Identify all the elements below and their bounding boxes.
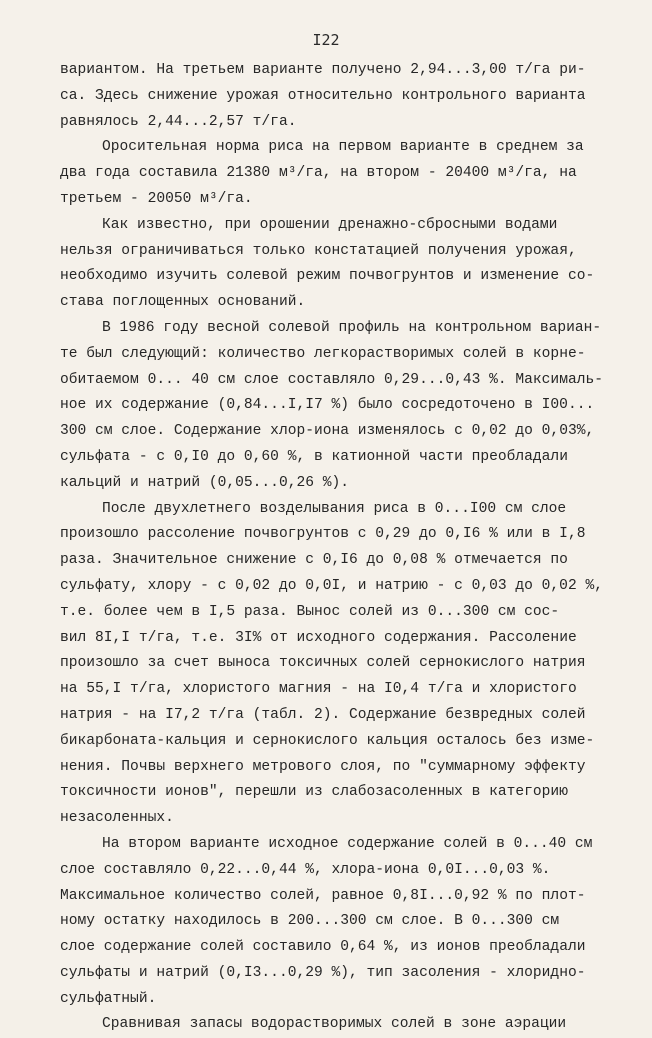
text-line: те был следующий: количество легкорастворимых солей в корне- <box>60 345 586 362</box>
text-line: сульфаты и натрий (0,I3...0,29 %), тип засоления - хлоридно- <box>60 964 586 981</box>
text-line: Максимальное количество солей, равное 0,8I...0,92 % по плот- <box>60 887 586 904</box>
text-line: два года составила 21380 м³/га, на втором - 20400 м³/га, на <box>60 165 577 182</box>
text-line: Сравнивая запасы водорастворимых солей в зоне аэрации <box>102 1016 567 1033</box>
text-line: В 1986 году весной солевой профиль на контрольном вариан- <box>102 319 602 336</box>
text-line: ное их содержание (0,84...I,I7 %) было сосредоточено в I00... <box>60 397 595 414</box>
text-line: сульфата - с 0,I0 до 0,60 %, в катионной части преобладали <box>60 448 568 465</box>
text-line: необходимо изучить солевой режим почвогрунтов и изменение со- <box>60 268 595 285</box>
text-line: слое содержание солей составило 0,64 %, из ионов преобладали <box>60 939 586 956</box>
text-line: т.е. более чем в I,5 раза. Вынос солей из 0...300 см сос- <box>60 603 560 620</box>
text-line: произошло рассоление почвогрунтов с 0,29 до 0,I6 % или в I,8 <box>60 526 586 543</box>
text-line: бикарбоната-кальция и сернокислого кальция осталось без изме- <box>60 732 595 749</box>
body-text <box>60 58 620 1038</box>
paragraph <box>60 213 620 316</box>
paragraph <box>60 1012 620 1038</box>
paragraph <box>60 316 620 497</box>
text-line: Как известно, при орошении дренажно-сбросными водами <box>102 216 558 233</box>
text-line: нения. Почвы верхнего метрового слоя, по "суммарному эффекту <box>60 758 586 775</box>
text-line: нельзя ограничиваться только констатацией получения урожая, <box>60 242 577 259</box>
paragraph <box>60 832 620 1013</box>
text-line: слое составляло 0,22...0,44 %, хлора-иона 0,0I...0,03 %. <box>60 861 551 878</box>
paragraph <box>60 135 620 212</box>
text-line: на 55,I т/га, хлористого магния - на I0,4 т/га и хлористого <box>60 681 577 698</box>
text-line: кальций и натрий (0,05...0,26 %). <box>60 474 350 491</box>
text-line: Оросительная норма риса на первом варианте в среднем за <box>102 139 584 156</box>
text-line: После двухлетнего возделывания риса в 0...I00 см слое <box>102 500 567 517</box>
text-line: са. Здесь снижение урожая относительно контрольного варианта <box>60 87 586 104</box>
text-line: равнялось 2,44...2,57 т/га. <box>60 113 297 130</box>
text-line: вариантом. На третьем варианте получено 2,94...3,00 т/га ри- <box>60 62 586 78</box>
text-line: 300 см слое. Содержание хлор-иона изменялось с 0,02 до 0,03%, <box>60 423 595 440</box>
text-line: сульфатный. <box>60 990 157 1007</box>
paragraph <box>60 497 620 832</box>
text-line: раза. Значительное снижение с 0,I6 до 0,08 % отмечается по <box>60 552 568 569</box>
text-line: ному остатку находилось в 200...300 см слое. В 0...300 см <box>60 913 560 930</box>
text-line: произошло за счет выноса токсичных солей сернокислого натрия <box>60 655 586 672</box>
text-line: третьем - 20050 м³/га. <box>60 190 253 207</box>
text-line: натрия - на I7,2 т/га (табл. 2). Содержание безвредных солей <box>60 706 586 723</box>
text-line: токсичности ионов", перешли из слабозасоленных в категорию <box>60 784 568 801</box>
text-line: обитаемом 0... 40 см слое составляло 0,29...0,43 %. Максималь- <box>60 371 603 388</box>
text-line: На втором варианте исходное содержание солей в 0...40 см <box>102 835 593 852</box>
text-line: незасоленных. <box>60 810 174 827</box>
text-line: сульфату, хлору - с 0,02 до 0,0I, и натрию - с 0,03 до 0,02 %, <box>60 577 603 594</box>
text-line: вил 8I,I т/га, т.е. 3I% от исходного содержания. Рассоление <box>60 629 577 646</box>
page-number: I22 <box>312 31 340 49</box>
text-line: става поглощенных оснований. <box>60 294 306 311</box>
paragraph <box>60 58 620 135</box>
